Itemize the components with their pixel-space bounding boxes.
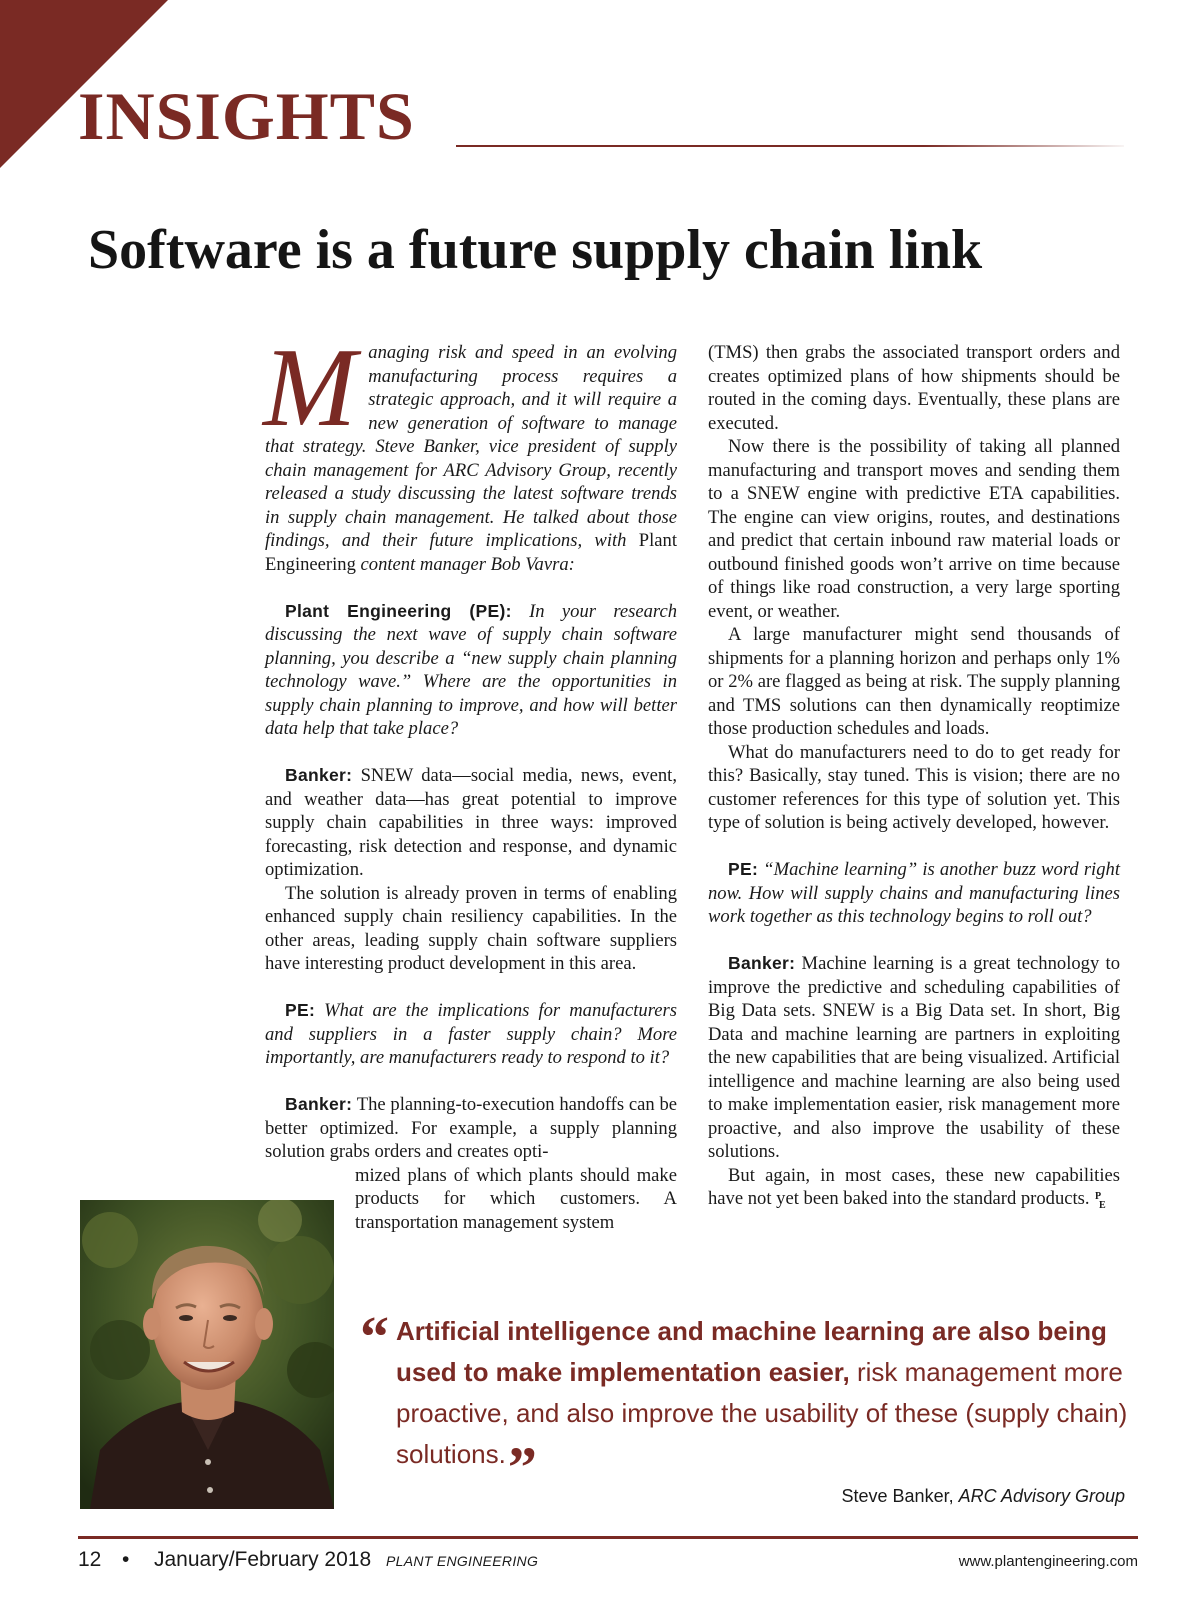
question-1 [265,600,677,741]
footer-rule [78,1536,1138,1539]
answer-3-text-2: But again, in most cases, these new capabilities have not yet been baked into the standard products. [708,1164,1120,1209]
question-3 [708,858,1120,929]
section-title-rule [456,145,1124,147]
answer-3-text-1: Machine learning is a great technology to improve the predictive and scheduling capabilities of Big Data sets. SNEW is a Big Data set. In short, Big Data and machine learning are partners in exploiting the new capabilities that are being visualized. Artificial intelligence and machine learning are also being used to make implementation easier, risk management more proactive, and also improve the usability of these solutions. [708,953,1120,1162]
answer-2-text-start: The planning-to-execution handoffs can be better optimized. For example, a supply planning solution grabs orders and creates opti- [265,1094,677,1162]
answer-1-text-1: SNEW data—social media, news, event, and weather data—has great potential to improve supply chain capabilities in three ways: improved forecasting, risk detection and response, and dynamic optimization. [265,765,677,880]
answer-3-label: Banker: [728,953,796,973]
issue-date: January/February 2018 [154,1548,372,1571]
question-1-text: In your research discussing the next wave of supply chain software planning, you describe a “new supply chain planning technology wave.” Where are the opportunities in supply chain planning to improve, and how will better data help that take place? [265,600,677,739]
answer-2-paragraph-1-end: (TMS) then grabs the associated transport orders and creates optimized plans of how shipments should be routed in the coming days. Eventually, these plans are executed. [708,342,1120,434]
section-title: INSIGHTS [78,78,415,154]
steve-banker-portrait-photo [80,1200,334,1509]
question-1-label: Plant Engineering (PE): [285,600,512,621]
intro-text-end: content manager Bob Vavra: [355,553,575,575]
answer-2-paragraph-2: Now there is the possibility of taking all planned manufacturing and transport moves and sending them to a SNEW engine with predictive ETA capabilities. The engine can view origins, routes, and destinations and predict that certain inbound raw material loads or outbound finished goods won’t arrive on time because of things like road construction, a very large sporting event, or weather. [708,436,1120,622]
intro-publication: Plant Engineering [265,530,677,575]
question-2-text: What are the implications for manufacturers and suppliers in a faster supply chain? More importantly, are manufacturers ready to respond to it? [265,1000,677,1068]
page-number: 12 [78,1548,102,1571]
answer-1-paragraph-2: The solution is already proven in terms of enabling enhanced supply chain resiliency capabilities. In the other areas, leading supply chain software suppliers have interesting product development in this area. [265,882,677,974]
answer-1-label: Banker: [285,765,353,785]
pull-quote-attribution [842,1486,1125,1507]
pe-end-mark-icon [1094,1190,1108,1210]
question-3-text: “Machine learning” is another buzz word right now. How will supply chains and manufacturing lines work together as this technology begins to roll out? [708,859,1120,927]
answer-2-paragraph-1-start [265,1093,677,1164]
pull-quote-strong: Artificial intelligence and machine learning are also being used to make implementation easier, [396,1316,1107,1387]
answer-2-paragraph-3: A large manufacturer might send thousands of shipments for a planning horizon and perhaps only 1% or 2% are flagged as being at risk. The supply planning and TMS solutions can then dynamically reoptimize those production schedules and loads. [708,624,1120,739]
article-headline: Software is a future supply chain link [88,219,983,281]
website-url[interactable]: www.plantengineering.com [958,1553,1138,1570]
question-3-label: PE: [728,859,759,879]
answer-1-paragraph-1 [265,764,677,882]
answer-2-paragraph-1-wrap: mized plans of which plants should make products for which customers. A transportation management system [355,1164,677,1233]
article-intro [263,326,677,576]
page-footer [78,1544,1138,1574]
magazine-name: PLANT ENGINEERING [386,1553,539,1569]
attribution-org: ARC Advisory Group [958,1486,1125,1506]
article-column-2 [708,341,1120,1211]
answer-2-label: Banker: [285,1094,353,1114]
svg-text:E: E [1099,1199,1106,1210]
pull-quote-rest: risk management more proactive, and also improve the usability of these (supply chain) solutions. [396,1357,1128,1469]
answer-2-paragraph-4: What do manufacturers need to do to get ready for this? Basically, stay tuned. This is vision; there are no customer references for this type of solution yet. This type of solution is being actively developed, however. [708,741,1120,833]
question-2 [265,999,677,1070]
svg-text:P: P [1095,1190,1102,1202]
article-column-1 [263,326,677,1234]
answer-3-paragraph-2 [708,1164,1120,1211]
close-quote-mark: ” [507,1435,537,1500]
drop-cap: M [263,326,357,450]
footer-bullet: • [122,1548,130,1571]
pull-quote: “ Artificial intelligence and machine learning are also being used to make implementation easier, risk management more proactive, and also improve the usability of these (supply chain) solutions.” [360,1304,1128,1500]
attribution-name: Steve Banker, [841,1486,954,1506]
intro-text: anaging risk and speed in an evolving manufacturing process requires a strategic approach, and it will require a new generation of software to manage that strategy. Steve Banker, vice president of supply chain management for ARC Advisory Group, recently released a study discussing the latest software trends in supply chain management. He talked about those findings, and their future implications, with [265,342,677,551]
answer-3-paragraph-1 [708,952,1120,1164]
question-2-label: PE: [285,1000,316,1020]
